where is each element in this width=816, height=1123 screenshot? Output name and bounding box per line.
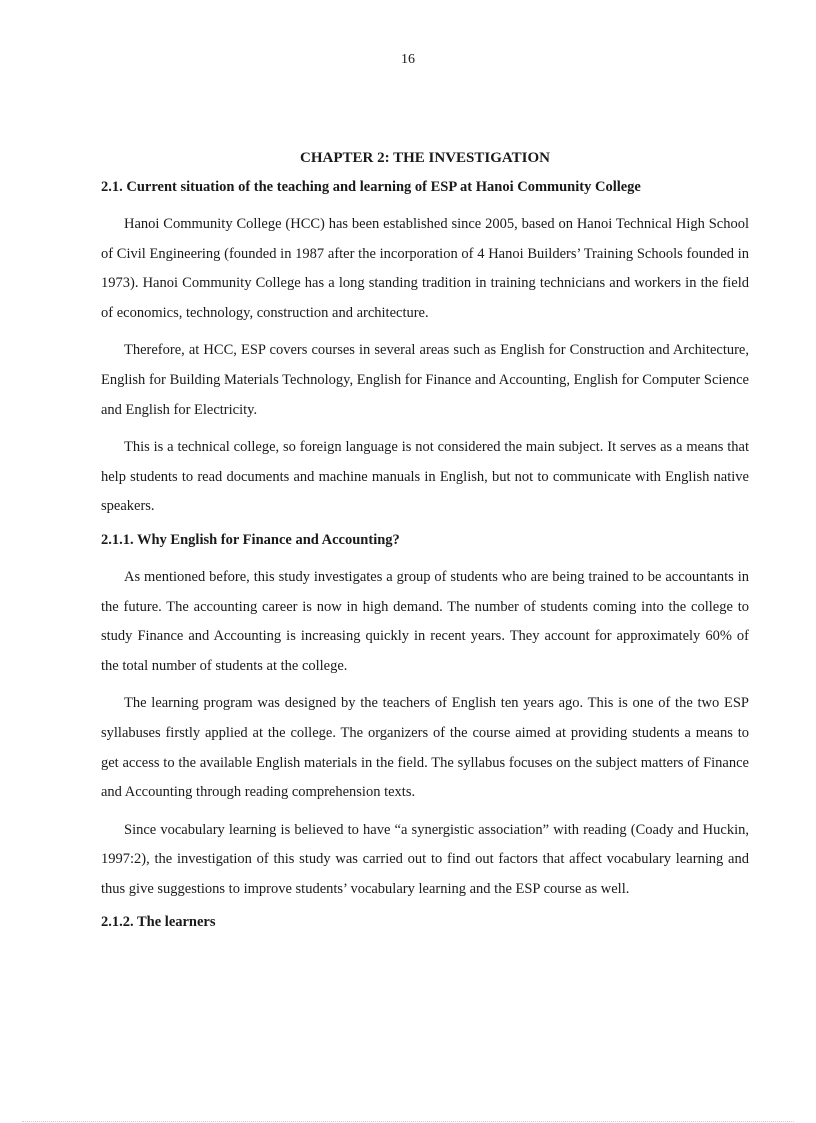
paragraph: Since vocabulary learning is believed to have “a synergistic association” with reading (Coady and Huckin, 1997:2), the investigation of this study was carried out to find out factors that affect vocabulary learning and thus give suggestions to improve students’ vocabulary learning and the ESP course as well. xyxy=(101,821,749,897)
section-heading-2-1-1: 2.1.1. Why English for Finance and Accounting? xyxy=(101,531,400,548)
page-number: 16 xyxy=(401,52,415,67)
paragraph: This is a technical college, so foreign language is not considered the main subject. It serves as a means that help students to read documents and machine manuals in English, but not to communicate with English native speakers. xyxy=(101,439,749,515)
section-heading-2-1: 2.1. Current situation of the teaching and learning of ESP at Hanoi Community College xyxy=(101,179,641,195)
paragraph: As mentioned before, this study investigates a group of students who are being trained to be accountants in the future. The accounting career is now in high demand. The number of students coming into the college to study Finance and Accounting is increasing quickly in recent years. They account for approximately 60% of the total number of students at the college. xyxy=(101,568,749,674)
chapter-title: CHAPTER 2: THE INVESTIGATION xyxy=(300,150,550,166)
paragraph: The learning program was designed by the teachers of English ten years ago. This is one of the two ESP syllabuses firstly applied at the college. The organizers of the course aimed at providing students a means to get access to the available English materials in the field. The syllabus focuses on the subject matters of Finance and Accounting through reading comprehension texts. xyxy=(101,695,749,801)
paragraph: Hanoi Community College (HCC) has been established since 2005, based on Hanoi Technical High School of Civil Engineering (founded in 1987 after the incorporation of 4 Hanoi Builders’ Training Schools founded in 1973). Hanoi Community College has a long standing tradition in training technicians and workers in the field of economics, technology, construction and architecture. xyxy=(101,216,749,321)
document-body xyxy=(101,150,749,945)
section-heading-2-1-2: 2.1.2. The learners xyxy=(101,914,216,931)
page-bottom-divider xyxy=(22,1121,794,1122)
paragraph: Therefore, at HCC, ESP covers courses in several areas such as English for Construction and Architecture, English for Building Materials Technology, English for Finance and Accounting, English for Computer Science and English for Electricity. xyxy=(101,342,749,418)
